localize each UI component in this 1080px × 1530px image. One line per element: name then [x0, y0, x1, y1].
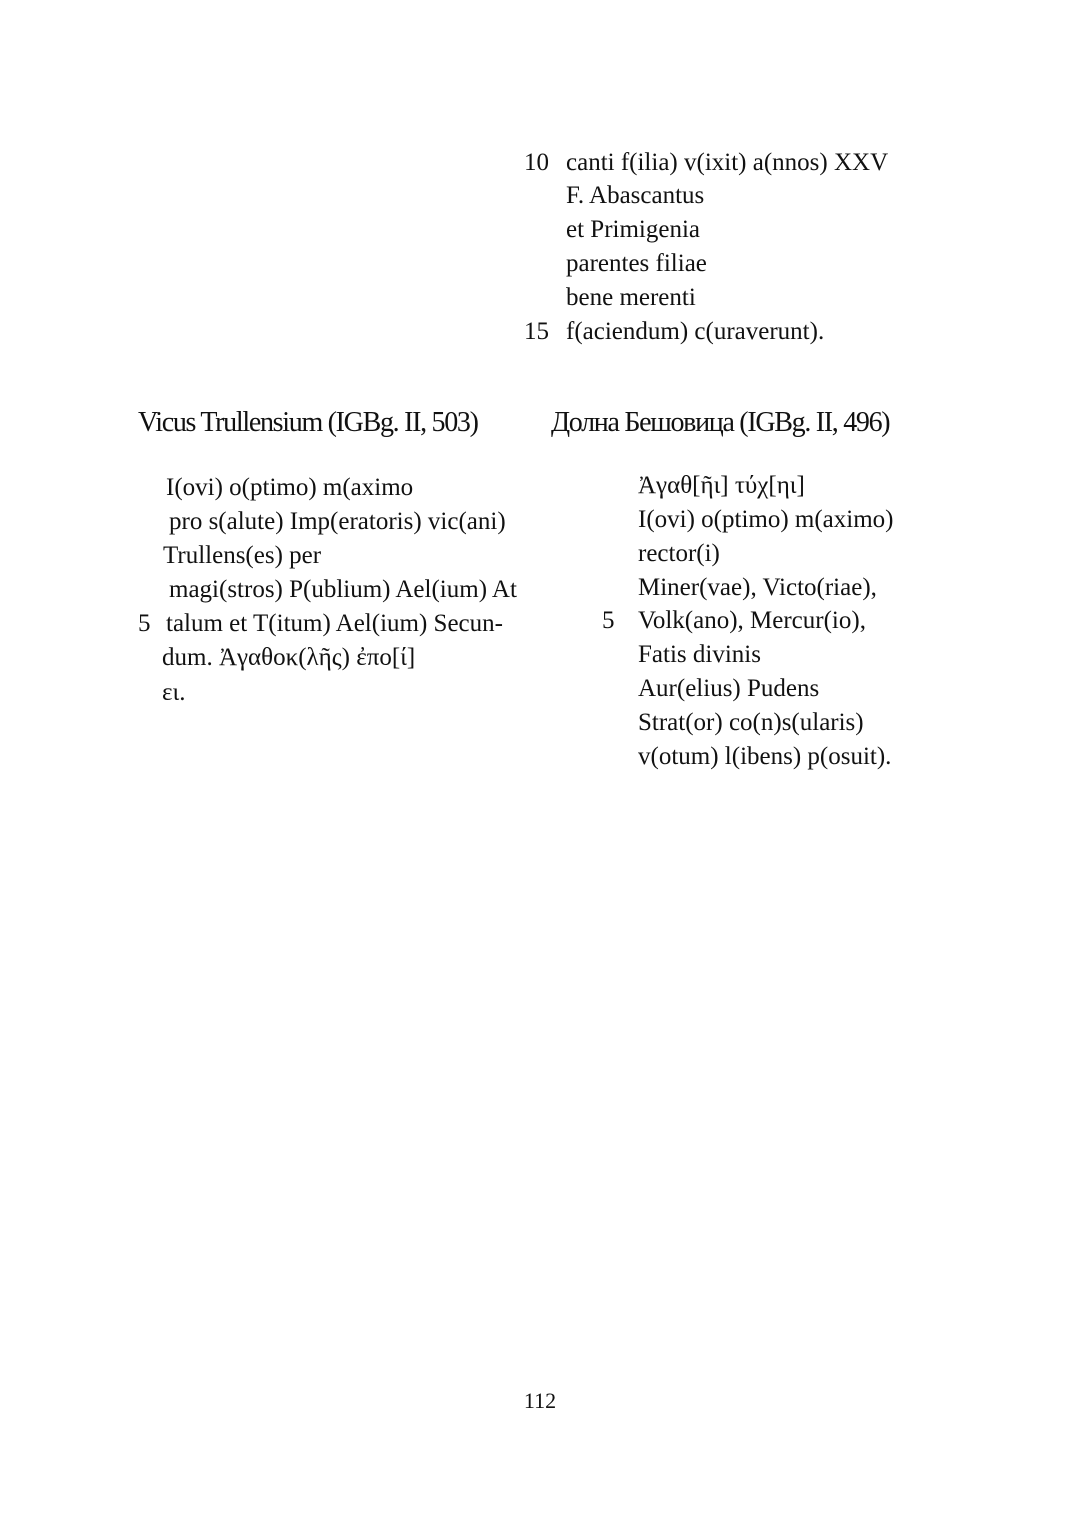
- inscription-line: rector(i): [638, 540, 720, 567]
- left-inscription-heading: Vicus Trullensium (IGBg. II, 503): [138, 407, 478, 438]
- inscription-line: Trullens(es) per: [163, 542, 322, 569]
- inscription-line: Miner(vae), Victo(riae),: [638, 574, 877, 601]
- line-number: 10: [524, 149, 549, 176]
- inscription-line: pro s(alute) Imp(eratoris) vic(ani): [169, 508, 506, 535]
- line-number: 15: [524, 318, 549, 345]
- right-inscription-heading: Долна Бешовица (IGBg. II, 496): [551, 407, 890, 438]
- inscription-line: Volk(ano), Mercur(io),: [638, 607, 866, 634]
- line-number: 5: [138, 610, 151, 637]
- inscription-line: Strat(or) co(n)s(ularis): [638, 709, 864, 736]
- inscription-line: I(ovi) o(ptimo) m(aximo: [166, 474, 414, 501]
- inscription-line: magi(stros) P(ublium) Ael(ium) At: [169, 576, 517, 603]
- inscription-line: Fatis divinis: [638, 641, 761, 668]
- inscription-line: canti f(ilia) v(ixit) a(nnos) XXV: [566, 149, 889, 176]
- page-number: 112: [523, 1388, 557, 1413]
- inscription-line: dum. Ἀγαθοκ(λῆς) ἐπο[ί]: [162, 644, 416, 671]
- inscription-line: Aur(elius) Pudens: [638, 675, 820, 702]
- inscription-line: et Primigenia: [566, 216, 700, 243]
- inscription-line: v(otum) l(ibens) p(osuit).: [638, 743, 892, 770]
- inscription-line: ει.: [162, 679, 186, 706]
- inscription-line: F. Abascantus: [566, 182, 705, 209]
- line-number: 5: [602, 607, 615, 634]
- inscription-line: bene merenti: [566, 284, 696, 311]
- inscription-line: f(aciendum) c(uraverunt).: [566, 318, 825, 345]
- inscription-line: talum et T(itum) Ael(ium) Secun-: [166, 610, 503, 637]
- inscription-line: I(ovi) o(ptimo) m(aximo): [638, 506, 894, 533]
- inscription-line: parentes filiae: [566, 250, 707, 277]
- inscription-line: Ἀγαθ[ῆι] τύχ[ηι]: [638, 472, 805, 499]
